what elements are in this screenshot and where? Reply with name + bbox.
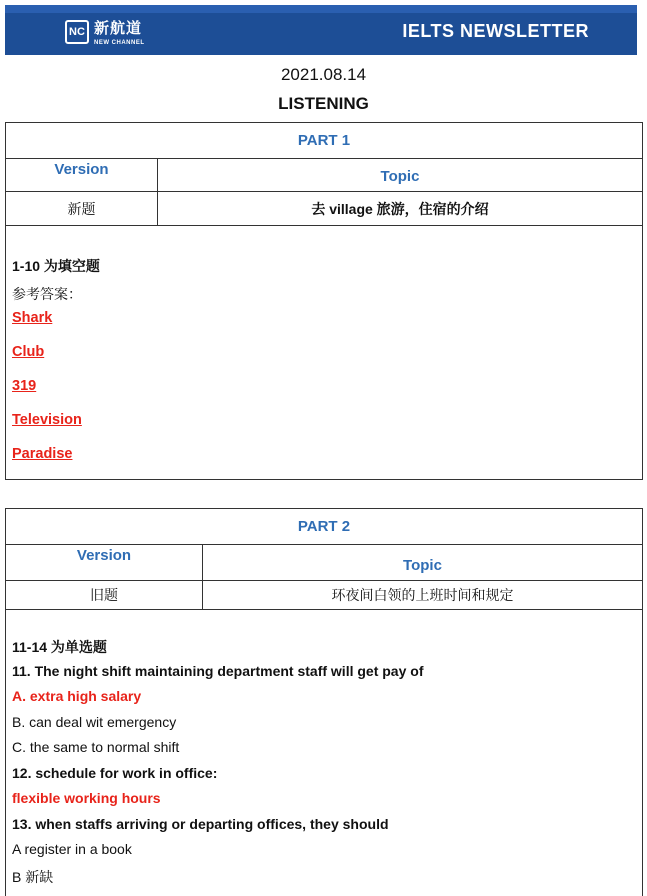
section-title: LISTENING <box>278 94 369 113</box>
question-11-option-c: C. the same to normal shift <box>12 739 180 755</box>
question-11-option-b: B. can deal wit emergency <box>12 714 177 730</box>
part2-topic-header: Topic <box>403 557 442 574</box>
part1-answer-3: 319 <box>12 378 37 394</box>
banner-stripe <box>5 5 637 13</box>
newsletter-date: 2021.08.14 <box>280 65 367 84</box>
logo-en: NEW CHANNEL <box>94 40 145 46</box>
part1-version-header: Version <box>6 159 158 191</box>
question-12-answer: flexible working hours <box>12 790 161 806</box>
part1-header-row <box>6 159 642 192</box>
part1-ref-label: 参考答案： <box>12 286 82 302</box>
part1-subtitle: 1-10 为填空题 <box>12 258 100 274</box>
part2-title: PART 2 <box>6 509 642 545</box>
question-13: 13. when staffs arriving or departing offices, they should <box>12 816 389 832</box>
logo <box>65 17 145 46</box>
part1-topic: 去 village 旅游，住宿的介绍 <box>311 200 489 217</box>
part2-subtitle: 11-14 为单选题 <box>12 639 107 655</box>
part1-answer-2: Club <box>12 344 45 360</box>
question-11: 11. The night shift maintaining department staff will get pay of <box>12 663 424 679</box>
newsletter-title: IELTS NEWSLETTER <box>402 21 589 41</box>
part2-value-row <box>6 581 642 610</box>
part1-version: 新题 <box>6 192 158 225</box>
logo-mark: NC <box>65 20 89 44</box>
part1-answer-1: Shark <box>12 310 53 326</box>
part2-topic: 环夜间白领的上班时间和规定 <box>331 587 514 603</box>
question-12: 12. schedule for work in office: <box>12 765 218 781</box>
part1-value-row <box>6 192 642 226</box>
logo-text <box>94 17 145 46</box>
header-banner <box>5 5 637 55</box>
part2-header-row <box>6 545 642 581</box>
question-13-option-b: B 新缺 <box>12 869 54 885</box>
logo-cn: 新航道 <box>94 19 143 37</box>
part2-version: 旧题 <box>6 581 203 609</box>
part1-title: PART 1 <box>6 123 642 159</box>
part1-topic-header: Topic <box>380 168 420 185</box>
part1-box <box>5 122 643 480</box>
part2-version-header: Version <box>6 545 203 580</box>
part1-answer-4: Television <box>12 412 82 428</box>
part1-answer-5: Paradise <box>12 446 73 462</box>
question-11-option-a: A. extra high salary <box>12 688 142 704</box>
question-13-option-a: A register in a book <box>12 841 132 857</box>
